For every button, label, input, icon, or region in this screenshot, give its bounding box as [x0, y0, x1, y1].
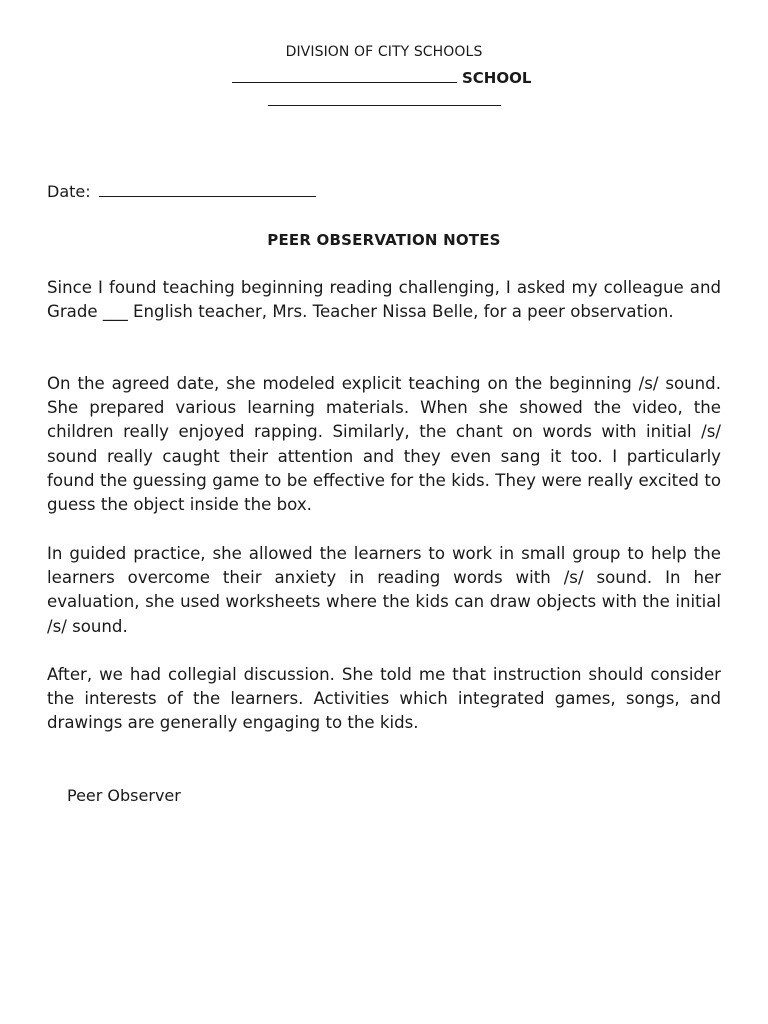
paragraph-discussion: After, we had collegial discussion. She told me that instruction should consider the interests of the learners. Activities which integrated games, songs, and drawings are generally engaging to the kids.	[47, 665, 721, 733]
paragraph-guided-practice: In guided practice, she allowed the learners to work in small group to help the learners overcome their anxiety in reading words with /s/ sound. In her evaluation, she used worksheets where the kids can draw objects with the initial /s/ sound.	[47, 544, 721, 636]
peer-observer-label: Peer Observer	[67, 786, 181, 805]
date-blank	[99, 180, 316, 197]
document-title: PEER OBSERVATION NOTES	[267, 231, 501, 249]
date-label: Date:	[47, 182, 91, 201]
division-heading: DIVISION OF CITY SCHOOLS	[285, 44, 483, 60]
date-row	[47, 180, 316, 201]
school-name-blank	[232, 68, 457, 83]
school-name-line	[232, 68, 552, 87]
school-address-blank	[268, 90, 501, 106]
school-label: SCHOOL	[462, 69, 532, 87]
paragraph-intro: Since I found teaching beginning reading challenging, I asked my colleague and Grade ___ English teacher, Mrs. Teacher Nissa Belle, for a peer observation.	[47, 278, 721, 322]
paragraph-modeling: On the agreed date, she modeled explicit teaching on the beginning /s/ sound. She prepared various learning materials. When she showed the video, the children really enjoyed rapping. Similarly, the chant on words with initial /s/ sound really caught their attention and they even sang it too. I particularly found the guessing game to be effective for the kids. They were really excited to guess the object inside the box.	[47, 374, 721, 515]
